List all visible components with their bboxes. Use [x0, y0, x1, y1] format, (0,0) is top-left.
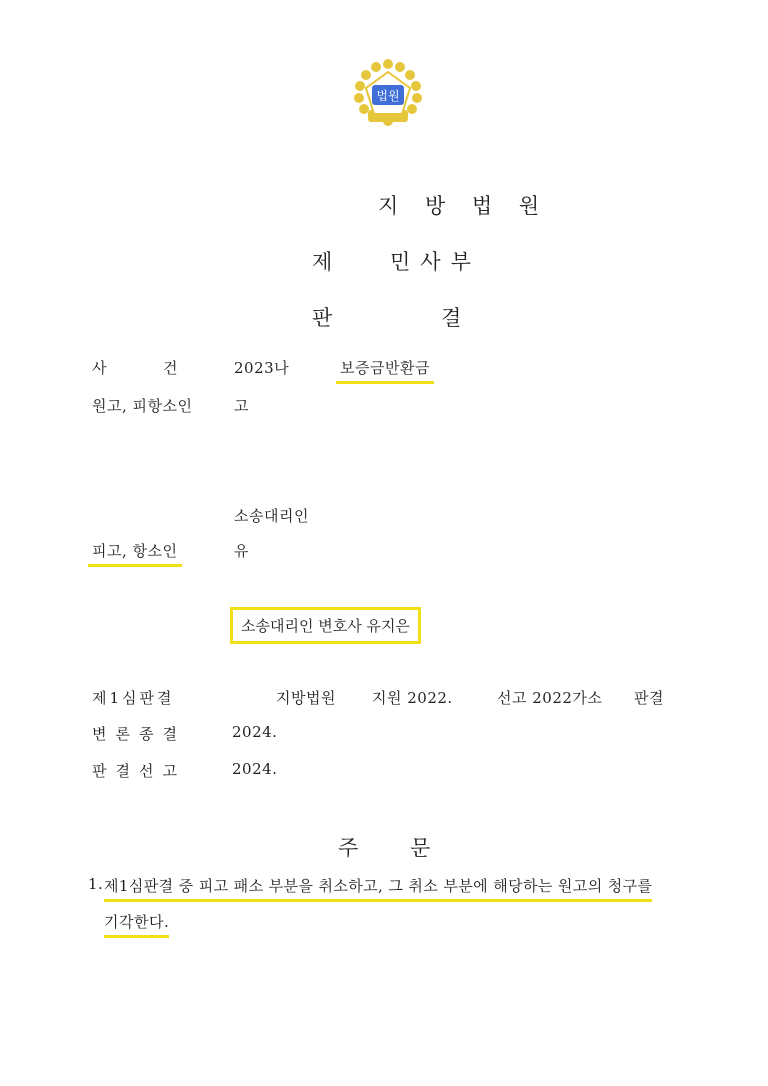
- doc-type-2: 결: [441, 306, 472, 330]
- closing-label: 변론종결: [92, 725, 186, 743]
- order-line-2: 기각한다.: [104, 911, 169, 938]
- defendant-label: 피고, 항소인: [88, 540, 182, 567]
- division-prefix: 제: [312, 250, 343, 274]
- doc-type-1: 판: [312, 306, 343, 330]
- court-emblem-icon: [350, 58, 426, 130]
- case-label-a: 사: [92, 359, 107, 377]
- plaintiff-value: 고: [234, 397, 249, 415]
- case-number: 2023나: [234, 359, 290, 377]
- case-name: 보증금반환금: [336, 357, 434, 384]
- closing-value: 2024.: [232, 723, 278, 741]
- order-line-1: 제1심판결 중 피고 패소 부분을 취소하고, 그 취소 부분에 해당하는 원고의 청구를: [104, 875, 652, 902]
- first-instance-label: 제1심판결: [92, 689, 175, 707]
- first-instance-court: 지방법원: [276, 689, 336, 707]
- defendant-agent: 소송대리인 변호사 유지은: [230, 607, 421, 644]
- court-name: 지 방 법 원: [378, 194, 550, 218]
- case-label-b: 건: [163, 359, 178, 377]
- plaintiff-label: 원고, 피항소인: [92, 397, 193, 415]
- defendant-value: 유: [234, 542, 249, 560]
- pronouncement-value: 2024.: [232, 760, 278, 778]
- order-title-1: 주: [338, 836, 369, 860]
- order-number: 1.: [88, 875, 104, 893]
- emblem-text: 법원: [376, 89, 400, 103]
- division-suffix: 민사부: [390, 250, 481, 274]
- first-instance-sentence: 선고 2022가소: [497, 689, 603, 707]
- pronouncement-label: 판결선고: [92, 762, 186, 780]
- plaintiff-agent: 소송대리인: [234, 507, 309, 525]
- order-title-2: 문: [410, 836, 441, 860]
- first-instance-branch: 지원 2022.: [372, 689, 453, 707]
- first-instance-verdict: 판결: [634, 689, 664, 707]
